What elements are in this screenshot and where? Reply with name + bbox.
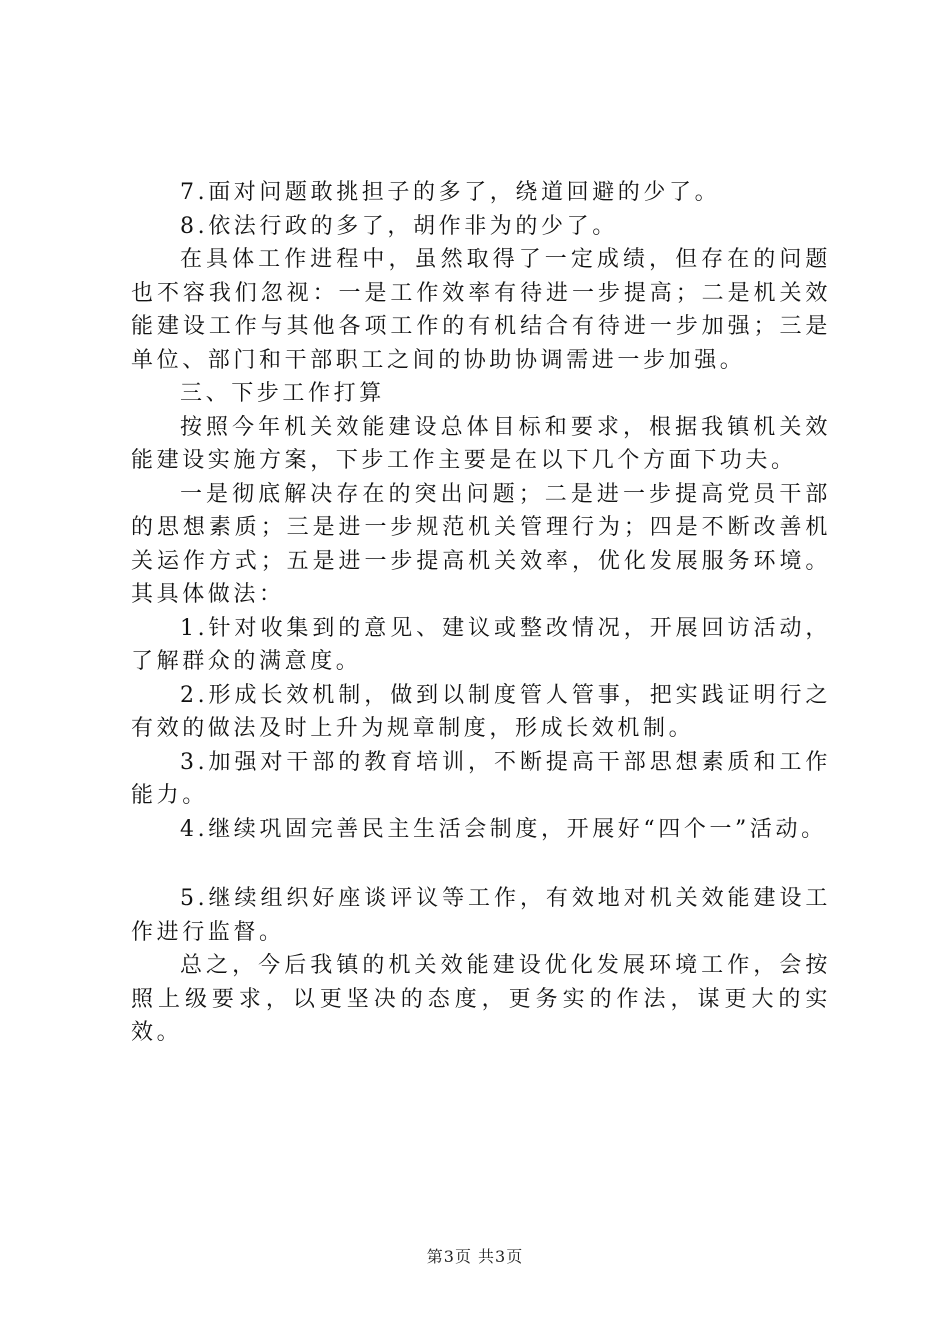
paragraph-measure-1: 1.针对收集到的意见、建议或整改情况，开展回访活动，了解群众的满意度。 [131, 615, 831, 674]
paragraph-problems: 在具体工作进程中，虽然取得了一定成绩，但存在的问题也不容我们忽视：一是工作效率有待进一步提高；二是机关效能建设工作与其他各项工作的有机结合有待进一步加强；三是单位、部门和干部职工之间的协助协调需进一步加强。 [131, 247, 831, 373]
page-footer: 第3页 共3页 [426, 1247, 524, 1266]
section-heading-next-steps: 三、下步工作打算 [180, 381, 385, 406]
paragraph-plan-goals: 一是彻底解决存在的突出问题；二是进一步提高党员干部的思想素质；三是进一步规范机关管理行为；四是不断改善机关运作方式；五是进一步提高机关效率，优化发展服务环境。其具体做法： [131, 481, 831, 607]
paragraph-item-7: 7.面对问题敢挑担子的多了，绕道回避的少了。 [180, 180, 721, 205]
paragraph-plan-intro: 按照今年机关效能建设总体目标和要求，根据我镇机关效能建设实施方案，下步工作主要是在以下几个方面下功夫。 [131, 414, 831, 473]
paragraph-measure-4: 4.继续巩固完善民主生活会制度，开展好“四个一”活动。 [180, 816, 827, 842]
paragraph-item-8: 8.依法行政的多了，胡作非为的少了。 [180, 213, 618, 239]
document-body [131, 176, 831, 1050]
paragraph-measure-3: 3.加强对干部的教育培训，不断提高干部思想素质和工作能力。 [131, 749, 831, 808]
paragraph-measure-5: 5.继续组织好座谈评议等工作，有效地对机关效能建设工作进行监督。 [131, 886, 831, 945]
paragraph-measure-2: 2.形成长效机制，做到以制度管人管事，把实践证明行之有效的做法及时上升为规章制度，形成长效机制。 [131, 682, 831, 741]
paragraph-conclusion: 总之，今后我镇的机关效能建设优化发展环境工作，会按照上级要求，以更坚决的态度，更务实的作法，谋更大的实效。 [131, 953, 831, 1045]
